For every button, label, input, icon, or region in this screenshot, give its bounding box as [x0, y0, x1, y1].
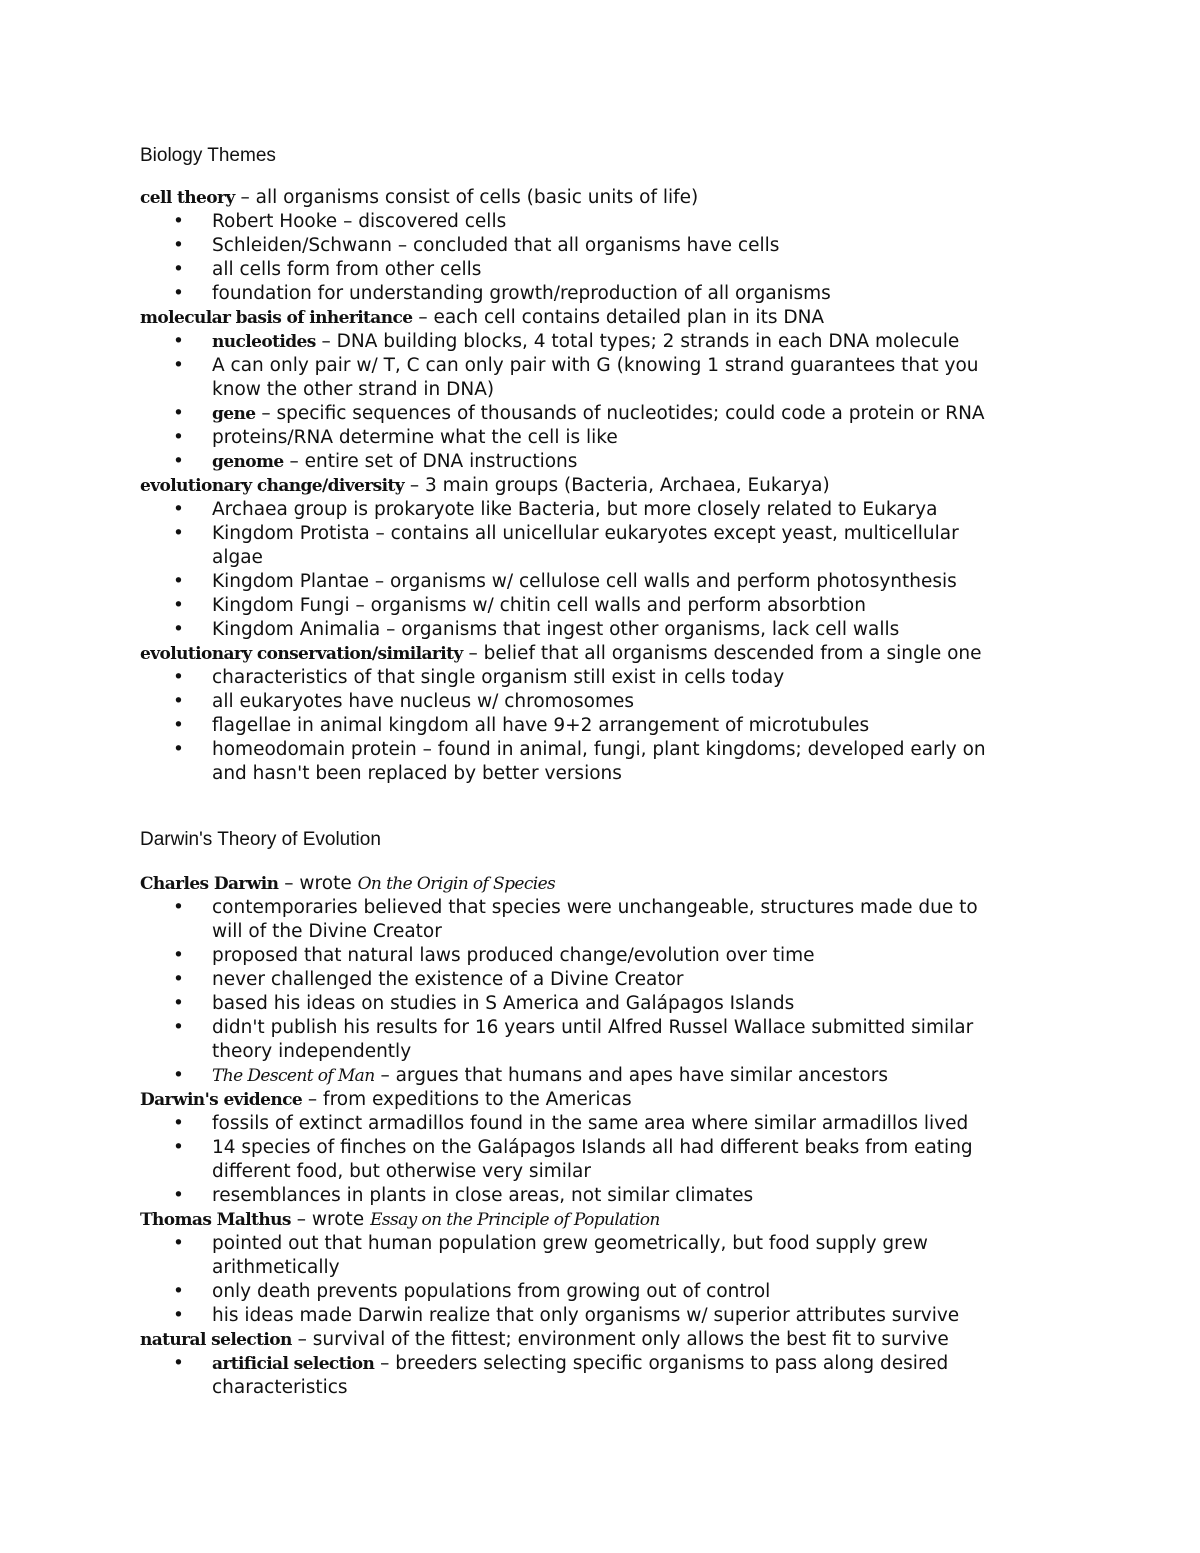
topic-description: – each cell contains detailed plan in its DNA	[412, 307, 825, 328]
list-item-text	[212, 402, 1060, 426]
list-item-text: flagellae in animal kingdom all have 9+2 arrangement of microtubules	[212, 715, 870, 736]
bullet-icon: •	[173, 523, 184, 544]
list-item-text: and hasn't been replaced by better versions	[212, 763, 622, 784]
topic-description: – 3 main groups (Bacteria, Archaea, Eukarya)	[403, 475, 830, 496]
topic-term: Darwin's evidence	[140, 1090, 303, 1110]
list-item	[140, 896, 1060, 944]
topic-term: Thomas Malthus	[140, 1210, 291, 1230]
list-item-text	[212, 330, 1060, 354]
section-title-biology-themes: Biology Themes	[140, 145, 276, 166]
list-item-description: – breeders selecting specific organisms to pass along desired	[374, 1353, 949, 1374]
topic-line	[140, 186, 1060, 210]
section-biology-themes	[140, 186, 1060, 786]
bullet-icon: •	[173, 235, 184, 256]
bullet-list	[140, 1112, 1060, 1208]
list-item-description: – argues that humans and apes have similar ancestors	[374, 1065, 888, 1086]
list-item	[140, 666, 1060, 690]
list-item-text: Kingdom Animalia – organisms that ingest other organisms, lack cell walls	[212, 619, 900, 640]
list-item-term: artificial selection	[212, 1354, 375, 1374]
bullet-icon: •	[173, 331, 184, 352]
list-item-text: contemporaries believed that species were unchangeable, structures made due to	[212, 897, 978, 918]
list-item-description: – DNA building blocks, 4 total types; 2 strands in each DNA molecule	[315, 331, 960, 352]
topic-term: Charles Darwin	[140, 874, 279, 894]
topic-description: – wrote	[278, 873, 358, 894]
topic-term: molecular basis of inheritance	[140, 308, 413, 328]
list-item	[140, 738, 1060, 786]
list-item-text: proteins/RNA determine what the cell is like	[212, 427, 618, 448]
bullet-list	[140, 210, 1060, 306]
list-item-text	[212, 1064, 1060, 1088]
list-item-term: gene	[212, 404, 256, 424]
bullet-icon: •	[173, 993, 184, 1014]
bullet-icon: •	[173, 667, 184, 688]
list-item	[140, 968, 1060, 992]
list-item	[140, 1280, 1060, 1304]
list-item-text: didn't publish his results for 16 years until Alfred Russel Wallace submitted similar	[212, 1017, 974, 1038]
bullet-list	[140, 1352, 1060, 1400]
book-title: On the Origin of Species	[357, 874, 556, 894]
bullet-icon: •	[173, 715, 184, 736]
bullet-list	[140, 896, 1060, 1088]
list-item	[140, 402, 1060, 426]
bullet-icon: •	[173, 945, 184, 966]
list-item-text: his ideas made Darwin realize that only organisms w/ superior attributes survive	[212, 1305, 960, 1326]
list-item	[140, 522, 1060, 570]
bullet-icon: •	[173, 897, 184, 918]
list-item	[140, 714, 1060, 738]
bullet-icon: •	[173, 283, 184, 304]
list-item-text	[212, 450, 1060, 474]
list-item-text	[212, 1352, 1060, 1376]
topic-description: – from expeditions to the Americas	[302, 1089, 632, 1110]
bullet-icon: •	[173, 739, 184, 760]
list-item	[140, 1064, 1060, 1088]
list-item	[140, 498, 1060, 522]
bullet-icon: •	[173, 1353, 184, 1374]
list-item	[140, 210, 1060, 234]
list-item-text: Kingdom Fungi – organisms w/ chitin cell walls and perform absorbtion	[212, 595, 866, 616]
list-item-text: arithmetically	[212, 1257, 340, 1278]
list-item	[140, 1016, 1060, 1064]
list-item	[140, 258, 1060, 282]
bullet-icon: •	[173, 1185, 184, 1206]
section-title-darwins-theory: Darwin's Theory of Evolution	[140, 829, 381, 850]
book-title: Essay on the Principle of Population	[370, 1210, 660, 1230]
topic-line	[140, 1088, 1060, 1112]
bullet-icon: •	[173, 403, 184, 424]
bullet-icon: •	[173, 1305, 184, 1326]
bullet-icon: •	[173, 355, 184, 376]
bullet-icon: •	[173, 1065, 184, 1086]
list-item	[140, 1184, 1060, 1208]
list-item	[140, 1304, 1060, 1328]
bullet-icon: •	[173, 969, 184, 990]
bullet-icon: •	[173, 499, 184, 520]
list-item-term: nucleotides	[212, 332, 316, 352]
book-title: The Descent of Man	[212, 1066, 375, 1086]
bullet-icon: •	[173, 259, 184, 280]
list-item-text: algae	[212, 547, 263, 568]
topic-term: evolutionary conservation/similarity	[140, 644, 463, 664]
bullet-icon: •	[173, 211, 184, 232]
list-item-text: proposed that natural laws produced change/evolution over time	[212, 945, 815, 966]
list-item-text: 14 species of finches on the Galápagos Islands all had different beaks from eating	[212, 1137, 973, 1158]
list-item	[140, 1112, 1060, 1136]
bullet-icon: •	[173, 691, 184, 712]
bullet-icon: •	[173, 1233, 184, 1254]
list-item-text: characteristics of that single organism still exist in cells today	[212, 667, 785, 688]
bullet-list	[140, 666, 1060, 786]
topic-description: – all organisms consist of cells (basic units of life)	[234, 187, 699, 208]
topic-line	[140, 1208, 1060, 1232]
topic-line	[140, 1328, 1060, 1352]
list-item-description: – entire set of DNA instructions	[283, 451, 578, 472]
topic-line	[140, 306, 1060, 330]
list-item-text: Kingdom Protista – contains all unicellular eukaryotes except yeast, multicellular	[212, 523, 959, 544]
bullet-list	[140, 498, 1060, 642]
list-item	[140, 282, 1060, 306]
bullet-icon: •	[173, 1113, 184, 1134]
list-item-description: – specific sequences of thousands of nucleotides; could code a protein or RNA	[255, 403, 985, 424]
list-item	[140, 426, 1060, 450]
list-item-text: Robert Hooke – discovered cells	[212, 211, 507, 232]
list-item	[140, 1352, 1060, 1400]
list-item-text: Schleiden/Schwann – concluded that all organisms have cells	[212, 235, 780, 256]
list-item-term: genome	[212, 452, 284, 472]
list-item	[140, 570, 1060, 594]
section-darwins-theory	[140, 872, 1060, 1400]
list-item-text: all cells form from other cells	[212, 259, 482, 280]
bullet-list	[140, 330, 1060, 474]
list-item-text: all eukaryotes have nucleus w/ chromosomes	[212, 691, 635, 712]
list-item-text: A can only pair w/ T, C can only pair with G (knowing 1 strand guarantees that you	[212, 355, 979, 376]
list-item	[140, 1232, 1060, 1280]
list-item-text: based his ideas on studies in S America and Galápagos Islands	[212, 993, 795, 1014]
list-item-text: know the other strand in DNA)	[212, 379, 495, 400]
list-item-text: characteristics	[212, 1377, 348, 1398]
bullet-icon: •	[173, 427, 184, 448]
bullet-icon: •	[173, 571, 184, 592]
list-item	[140, 450, 1060, 474]
topic-line	[140, 642, 1060, 666]
bullet-icon: •	[173, 619, 184, 640]
list-item	[140, 330, 1060, 354]
list-item	[140, 234, 1060, 258]
list-item-text: homeodomain protein – found in animal, fungi, plant kingdoms; developed early on	[212, 739, 986, 760]
topic-line	[140, 872, 1060, 896]
list-item-text: pointed out that human population grew geometrically, but food supply grew	[212, 1233, 928, 1254]
list-item	[140, 992, 1060, 1016]
list-item	[140, 594, 1060, 618]
topic-description: – wrote	[290, 1209, 371, 1230]
list-item	[140, 1136, 1060, 1184]
topic-description: – survival of the fittest; environment only allows the best fit to survive	[291, 1329, 949, 1350]
topic-term: evolutionary change/diversity	[140, 476, 404, 496]
bullet-icon: •	[173, 595, 184, 616]
list-item-text: fossils of extinct armadillos found in the same area where similar armadillos lived	[212, 1113, 969, 1134]
bullet-icon: •	[173, 1281, 184, 1302]
list-item-text: foundation for understanding growth/reproduction of all organisms	[212, 283, 831, 304]
list-item-text: only death prevents populations from growing out of control	[212, 1281, 771, 1302]
list-item-text: different food, but otherwise very similar	[212, 1161, 591, 1182]
topic-description: – belief that all organisms descended from a single one	[462, 643, 982, 664]
list-item	[140, 944, 1060, 968]
bullet-icon: •	[173, 1137, 184, 1158]
list-item	[140, 354, 1060, 402]
list-item-text: theory independently	[212, 1041, 412, 1062]
list-item-text: Archaea group is prokaryote like Bacteria, but more closely related to Eukarya	[212, 499, 938, 520]
list-item-text: Kingdom Plantae – organisms w/ cellulose cell walls and perform photosynthesis	[212, 571, 957, 592]
list-item	[140, 618, 1060, 642]
topic-term: natural selection	[140, 1330, 292, 1350]
topic-line	[140, 474, 1060, 498]
list-item-text: never challenged the existence of a Divine Creator	[212, 969, 684, 990]
bullet-icon: •	[173, 451, 184, 472]
topic-term: cell theory	[140, 188, 235, 208]
list-item-text: will of the Divine Creator	[212, 921, 442, 942]
list-item	[140, 690, 1060, 714]
bullet-list	[140, 1232, 1060, 1328]
list-item-text: resemblances in plants in close areas, not similar climates	[212, 1185, 754, 1206]
bullet-icon: •	[173, 1017, 184, 1038]
